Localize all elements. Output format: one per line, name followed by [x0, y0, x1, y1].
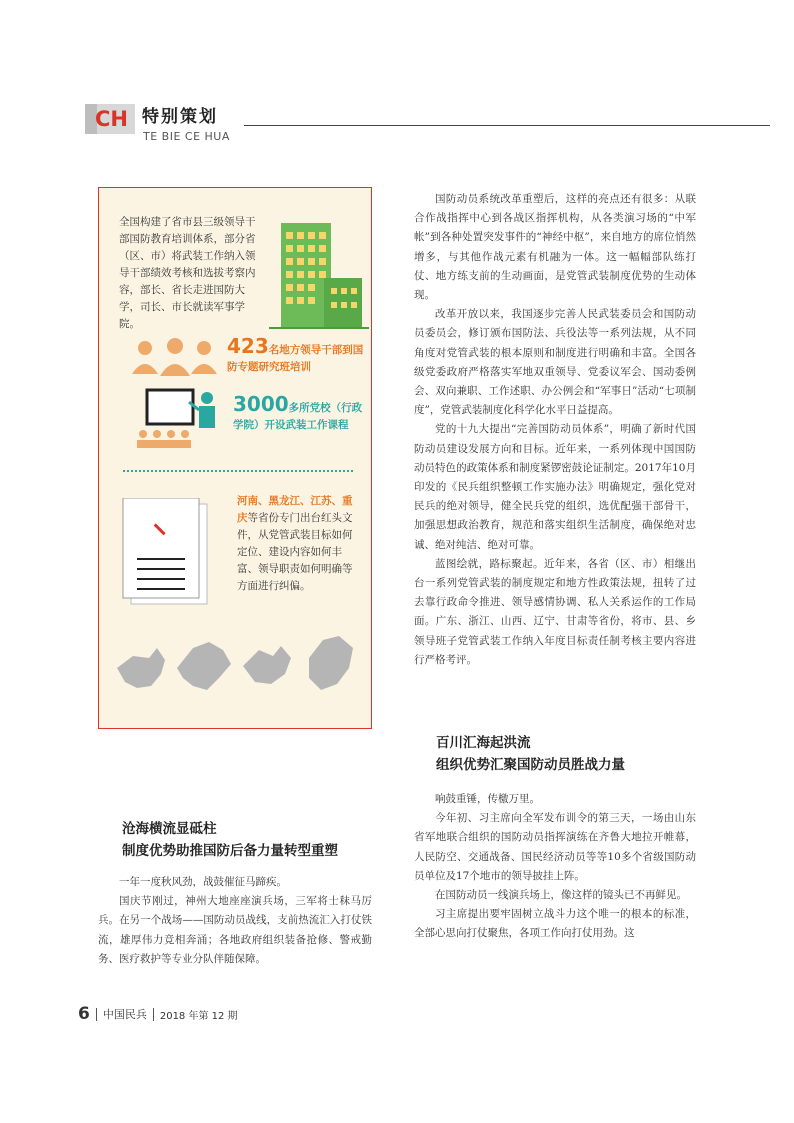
left-headline-2: 制度优势助推国防后备力量转型重塑	[122, 843, 338, 859]
dotted-divider	[123, 470, 353, 472]
right-headline-1: 百川汇海起洪流	[436, 735, 531, 751]
paragraph: 蓝图绘就，路标聚起。近年来，各省（区、市）相继出台一系列党管武装的制度规定和地方性政策法规，扭转了过去靠行政命令推进、领导感情协调、私人关系运作的工作局面。广东、浙江、山西、辽宁、甘肃等省份，将市、县、乡领导班子党管武装工作纳入年度目标责任制考核主要内容进行严格考评。	[414, 557, 696, 666]
stat-schools	[233, 392, 367, 434]
footer-divider	[153, 1008, 154, 1021]
section-subtitle: TE BIE CE HUA	[143, 130, 230, 143]
paragraph: 国庆节刚过，神州大地座座演兵场，三军将士秣马厉兵。在另一个战场——国防动员战线，支前热流汇入打仗铁流，雄厚伟力竞相奔涌；各地政府组织装备抢修、警戒勤务、医疗救护等专业分队伴随保障。	[98, 895, 372, 965]
header-rule	[244, 125, 770, 126]
page-footer	[78, 1004, 238, 1024]
stat-schools-text: 多所党校（行政学院）开设武装工作课程	[233, 402, 363, 431]
footer-divider	[96, 1008, 97, 1021]
provinces-names: 河南、黑龙江、江苏、重庆	[237, 495, 353, 524]
paragraph: 响鼓重锤，传檄万里。	[435, 793, 540, 805]
section-badge-label: CH	[95, 107, 128, 131]
stat-schools-number: 3000	[233, 392, 289, 416]
stat-leaders	[227, 334, 367, 376]
right-article-body	[414, 190, 696, 670]
building-icon	[269, 218, 369, 330]
page-number: 6	[78, 1004, 90, 1024]
infographic-box	[98, 187, 372, 729]
paragraph: 改革开放以来，我国逐步完善人民武装委员会和国防动员委员会，修订颁布国防法、兵役法等一系列法规，从不同角度对党管武装的根本原则和制度进行明确和丰富。全国各级党委政府严格落实军地双重领导、党委议军会、国动委例会、双向兼职、工作述职、办公例会和“军事日”活动“七项制度”，党管武装制度化科学化水平日益提高。	[414, 308, 696, 417]
section-badge	[85, 104, 135, 134]
paragraph: 一年一度秋风劲，战鼓催征马蹄疾。	[119, 876, 287, 888]
paragraph: 今年初、习主席向全军发布训令的第三天，一场由山东省军地联合组织的国防动员指挥演练在齐鲁大地拉开帷幕，人民防空、交通战备、国民经济动员等等10多个省级国防动员单位及17个地市的领导披挂上阵。	[414, 812, 696, 882]
province-maps-icon	[113, 628, 363, 710]
provinces-note	[237, 493, 361, 595]
paragraph: 习主席提出要牢固树立战斗力这个唯一的根本的标准，全部心思向打仗聚焦，各项工作向打仗用劲。这	[414, 908, 696, 940]
stat-leaders-number: 423	[227, 334, 269, 358]
stat-leaders-text: 名地方领导干部到国防专题研究班培训	[227, 344, 364, 373]
issue-label: 2018 年第 12 期	[159, 1010, 238, 1022]
magazine-name: 中国民兵	[102, 1008, 147, 1021]
right-headline-2: 组织优势汇聚国防动员胜战力量	[436, 757, 625, 773]
left-article-body	[98, 873, 372, 969]
paragraph: 党的十九大提出“完善国防动员体系”，明确了新时代国防动员建设发展方向和目标。近年来，一系列体现中国国防动员特色的政策体系和制度紧锣密鼓论证制定。2017年10月印发的《民兵组织整顿工作实施办法》明确规定，强化党对民兵的绝对领导，健全民兵党的组织，选优配强干部骨干，加强思想政治教育，规范和落实组织生活制度，确保绝对忠诚、绝对纯洁、绝对可靠。	[414, 423, 696, 551]
audience-icon	[127, 338, 222, 382]
infographic-intro: 全国构建了省市县三级领导干部国防教育培训体系，部分省（区、市）将武装工作纳入领导干部绩效考核和选拔考察内容，部长、省长走进国防大学，司长、市长就读军事学院。	[119, 216, 256, 330]
right-article-body-2	[414, 790, 696, 944]
paragraph: 在国防动员一线演兵场上，像这样的镜头已不再鲜见。	[435, 889, 687, 902]
document-icon	[121, 498, 211, 608]
section-title: 特别策划	[142, 107, 218, 127]
paragraph: 国防动员系统改革重塑后，这样的亮点还有很多：从联合作战指挥中心到各战区指挥机构，从各类演习场的“中军帐”到各种处置突发事件的“神经中枢”，来自地方的席位悄然增多，与其他作战元素有机融为一体。这一幅幅部队练打仗、地方练支前的生动画面，是党管武装制度优势的生动体现。	[414, 193, 696, 302]
left-headline-1: 沧海横流显砥柱	[122, 821, 217, 837]
provinces-text: 等省份专门出台红头文件，从党管武装目标如何定位、建设内容如何丰富、领导职责如何明确等方面进行纠偏。	[237, 512, 353, 592]
classroom-icon	[129, 388, 229, 450]
